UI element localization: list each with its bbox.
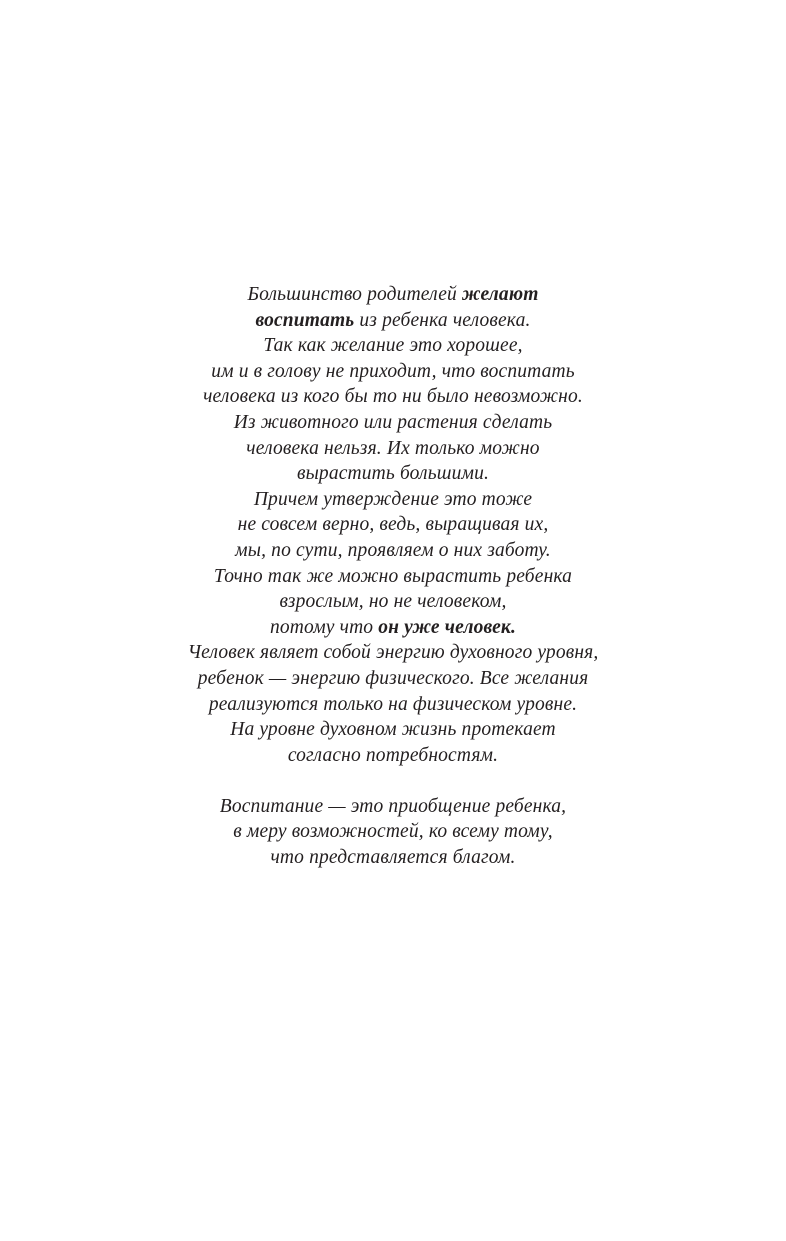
text-fragment: из ребенка человека. (354, 309, 531, 331)
text-line: взрослым, но не человеком, (279, 591, 507, 613)
text-line: Так как желание это хорошее, (263, 335, 523, 357)
text-line: Точно так же можно вырастить ребенка (213, 565, 573, 587)
text-line: ребенок — энергию физического. Все желания (197, 667, 589, 689)
text-line: мы, по сути, проявляем о них заботу. (235, 539, 551, 561)
text-line: реализуются только на физическом уровне. (208, 693, 578, 715)
text-line: Воспитание — это приобщение ребенка, (219, 795, 567, 817)
text-line (0, 615, 786, 641)
text-line: не совсем верно, ведь, выращивая их, (237, 514, 549, 536)
text-line: им и в голову не приходит, что воспитать (211, 360, 575, 382)
text-line: человека нельзя. Их только можно (246, 437, 540, 459)
text-line: вырастить большими. (296, 463, 490, 485)
epigraph-text (0, 282, 786, 871)
text-line: Человек являет собой энергию духовного уровня, (187, 642, 599, 664)
text-line: Причем утверждение это тоже (253, 488, 533, 510)
text-line: в меру возможностей, ко всему тому, (233, 821, 553, 843)
stanza-upbringing-definition (0, 794, 786, 871)
text-line: На уровне духовном жизнь протекает (230, 719, 556, 741)
text-fragment: Большинство родителей (247, 284, 462, 305)
emphasis-text: желают (462, 284, 539, 305)
text-line (0, 282, 786, 308)
text-fragment: потому что (270, 616, 379, 638)
text-line (0, 308, 786, 334)
text-line: согласно потребностям. (287, 744, 499, 766)
text-line: человека из кого бы то ни было невозможно. (203, 386, 583, 408)
text-line: Из животного или растения сделать (233, 411, 553, 433)
text-line: что представляется благом. (270, 847, 516, 869)
emphasis-text: воспитать (255, 309, 355, 331)
emphasis-text: он уже человек. (378, 616, 516, 638)
stanza-upbringing-desire (0, 282, 786, 768)
